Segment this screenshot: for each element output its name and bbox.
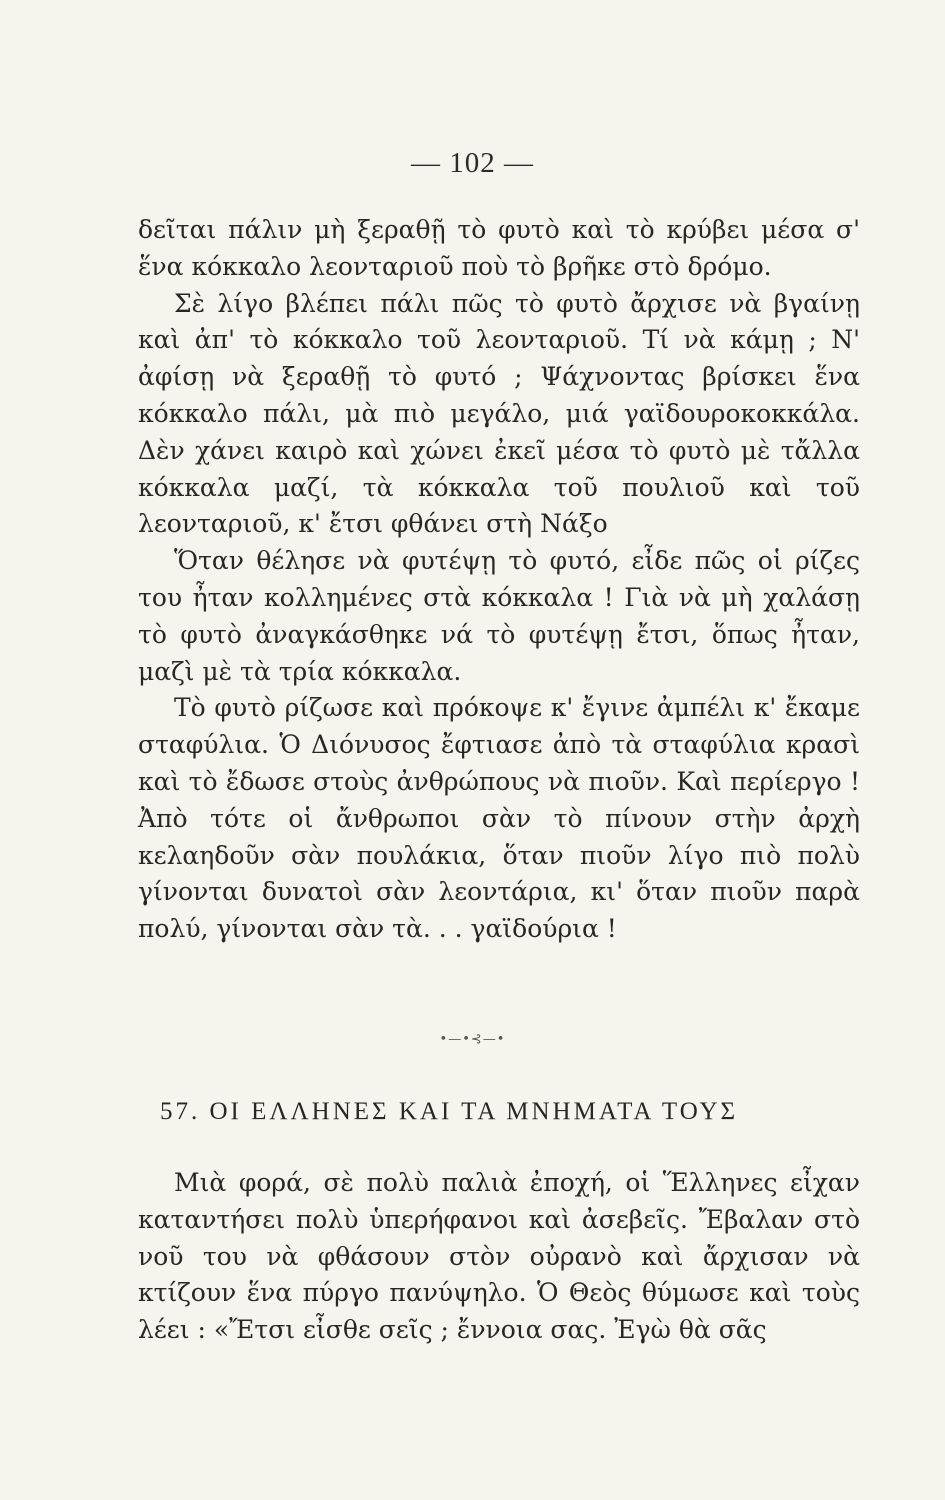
paragraph: δεῖται πάλιν μὴ ξεραθῇ τὸ φυτὸ καὶ τὸ κρύβει μέσα σ' ἕνα κόκκαλο λεονταριοῦ ποὺ τὸ βρῆκε στὸ δρόμο. <box>138 215 860 281</box>
section-heading: 57. ΟΙ ΕΛΛΗΝΕΣ ΚΑΙ ΤΑ ΜΝΗΜΑΤΑ ΤΟΥΣ <box>160 1098 739 1125</box>
paragraph: Τὸ φυτὸ ρίζωσε καὶ πρόκοψε κ' ἔγινε ἀμπέλι κ' ἔκαμε σταφύλια. Ὁ Διόνυσος ἔφτιασε ἀπὸ τὰ σταφύλια κρασὶ καὶ τὸ ἔδωσε στοὺς ἀνθρώπους νὰ πιοῦν. Καὶ περίεργο ! Ἀπὸ τότε οἱ ἄνθρωποι σὰν τὸ πίνουν στὴν ἀρχὴ κελαηδοῦν σὰν πουλάκια, ὅταν πιοῦν λίγο πιὸ πολὺ γίνονται δυνατοὶ σὰν λεοντάρια, κι' ὅταν πιοῦν παρὰ πολύ, γίνονται σὰν τὰ. . . γαϊδούρια ! <box>138 693 860 944</box>
page-number: — 102 — <box>411 147 534 179</box>
story-text-continued <box>138 212 860 948</box>
paragraph: Σὲ λίγο βλέπει πάλι πῶς τὸ φυτὸ ἄρχισε νὰ βγαίνῃ καὶ ἀπ' τὸ κόκκαλο τοῦ λεονταριοῦ. Τί νὰ κάμῃ ; Ν' ἀφίσῃ νὰ ξεραθῇ τὸ φυτό ; Ψάχνοντας βρίσκει ἕνα κόκκαλο πάλι, μὰ πιὸ μεγάλο, μιά γαϊδουροκοκκάλα. Δὲν χάνει καιρὸ καὶ χώνει ἐκεῖ μέσα τὸ φυτὸ μὲ τἄλλα κόκκαλα μαζί, τὰ κόκκαλα τοῦ πουλιοῦ καὶ τοῦ λεονταριοῦ, κ' ἔτσι φθάνει στὴ Νάξο <box>138 288 860 539</box>
paragraph: Μιὰ φορά, σὲ πολὺ παλιὰ ἐποχή, οἱ Ἕλληνες εἶχαν καταντήσει πολὺ ὑπερήφανοι καὶ ἀσεβεῖς. Ἔβαλαν στὸ νοῦ του νὰ φθάσουν στὸν οὐρανὸ καὶ ἄρχισαν νὰ κτίζουν ἕνα πύργο πανύψηλο. Ὁ Θεὸς θύμωσε καὶ τοὺς λέει : «Ἔτσι εἶσθε σεῖς ; ἔννοια σας. Ἐγὼ θὰ σᾶς <box>138 1168 860 1345</box>
paragraph: Ὅταν θέλησε νὰ φυτέψῃ τὸ φυτό, εἶδε πῶς οἱ ρίζες του ἦταν κολλημένες στὰ κόκκαλα ! Γιὰ νὰ μὴ χαλάσῃ τὸ φυτὸ ἀναγκάσθηκε νά τὸ φυτέψῃ ἔτσι, ὅπως ἦταν, μαζὶ μὲ τὰ τρία κόκκαλα. <box>138 546 860 686</box>
section-body <box>138 1165 860 1349</box>
section-separator-ornament: •—•⊰—• <box>439 1032 506 1047</box>
